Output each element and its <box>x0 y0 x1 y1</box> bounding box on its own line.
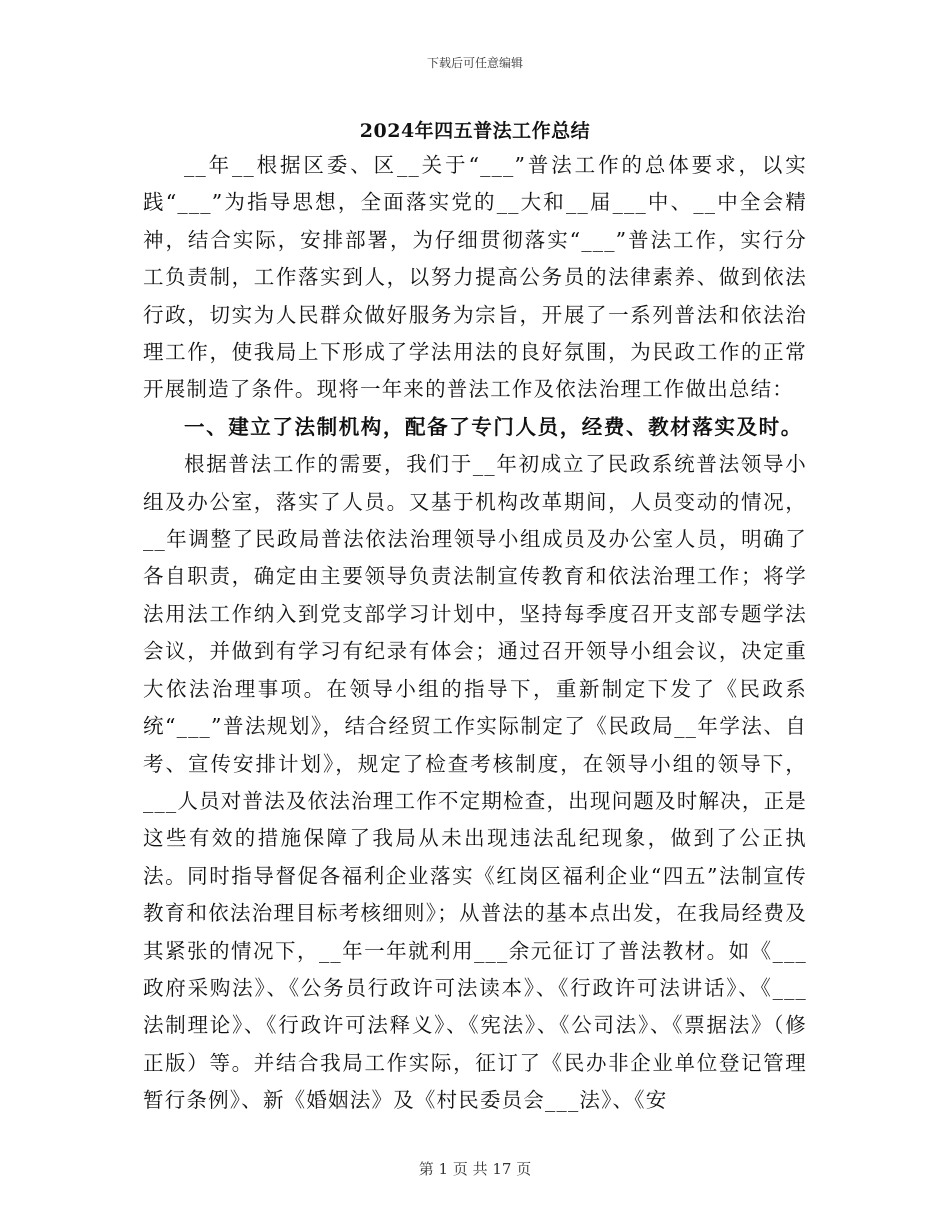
document-title: 2024年四五普法工作总结 <box>359 120 591 142</box>
section-heading-1: 一、建立了法制机构，配备了专门人员，经费、教材落实及时。 <box>184 414 803 439</box>
document-body <box>143 147 807 1120</box>
body-paragraph-1: 根据普法工作的需要，我们于__年初成立了民政系统普法领导小组及办公室，落实了人员。又基于机构改革期间，人员变动的情况，__年调整了民政局普法依法治理领导小组成员及办公室人员，明确了各自职责，确定由主要领导负责法制宣传教育和依法治理工作；将学法用法工作纳入到党支部学习计划中，坚持每季度召开支部专题学法会议，并做到有学习有纪录有体会；通过召开领导小组会议，决定重大依法治理事项。在领导小组的指导下，重新制定下发了《民政系统“___”普法规划》，结合经贸工作实际制定了《民政局__年学法、自考、宣传安排计划》，规定了检查考核制度，在领导小组的领导下，___人员对普法及依法治理工作不定期检查，出现问题及时解决，正是这些有效的措施保障了我局从未出现违法乱纪现象，做到了公正执法。同时指导督促各福利企业落实《红岗区福利企业“四五”法制宣传教育和依法治理目标考核细则》；从普法的基本点出发，在我局经费及其紧张的情况下，__年一年就利用___余元征订了普法教材。如《___政府采购法》、《公务员行政许可法读本》、《行政许可法讲话》、《___法制理论》、《行政许可法释义》、《宪法》、《公司法》、《票据法》（修正版）等。并结合我局工作实际，征订了《民办非企业单位登记管理暂行条例》、新《婚姻法》及《村民委员会___法》、《安 <box>143 452 807 1113</box>
intro-paragraph: __年__根据区委、区__关于“___”普法工作的总体要求，以实践“___”为指导思想，全面落实党的__大和__届___中、__中全会精神，结合实际，安排部署，为仔细贯彻落实“___”普法工作，实行分工负责制，工作落实到人，以努力提高公务员的法律素养、做到依法行政，切实为人民群众做好服务为宗旨，开展了一系列普法和依法治理工作，使我局上下形成了学法用法的良好氛围，为民政工作的正常开展制造了条件。现将一年来的普法工作及依法治理工作做出总结： <box>143 153 807 402</box>
page-number: 第 1 页 共 17 页 <box>418 1160 532 1178</box>
page-header-note: 下载后可任意编辑 <box>426 56 523 70</box>
